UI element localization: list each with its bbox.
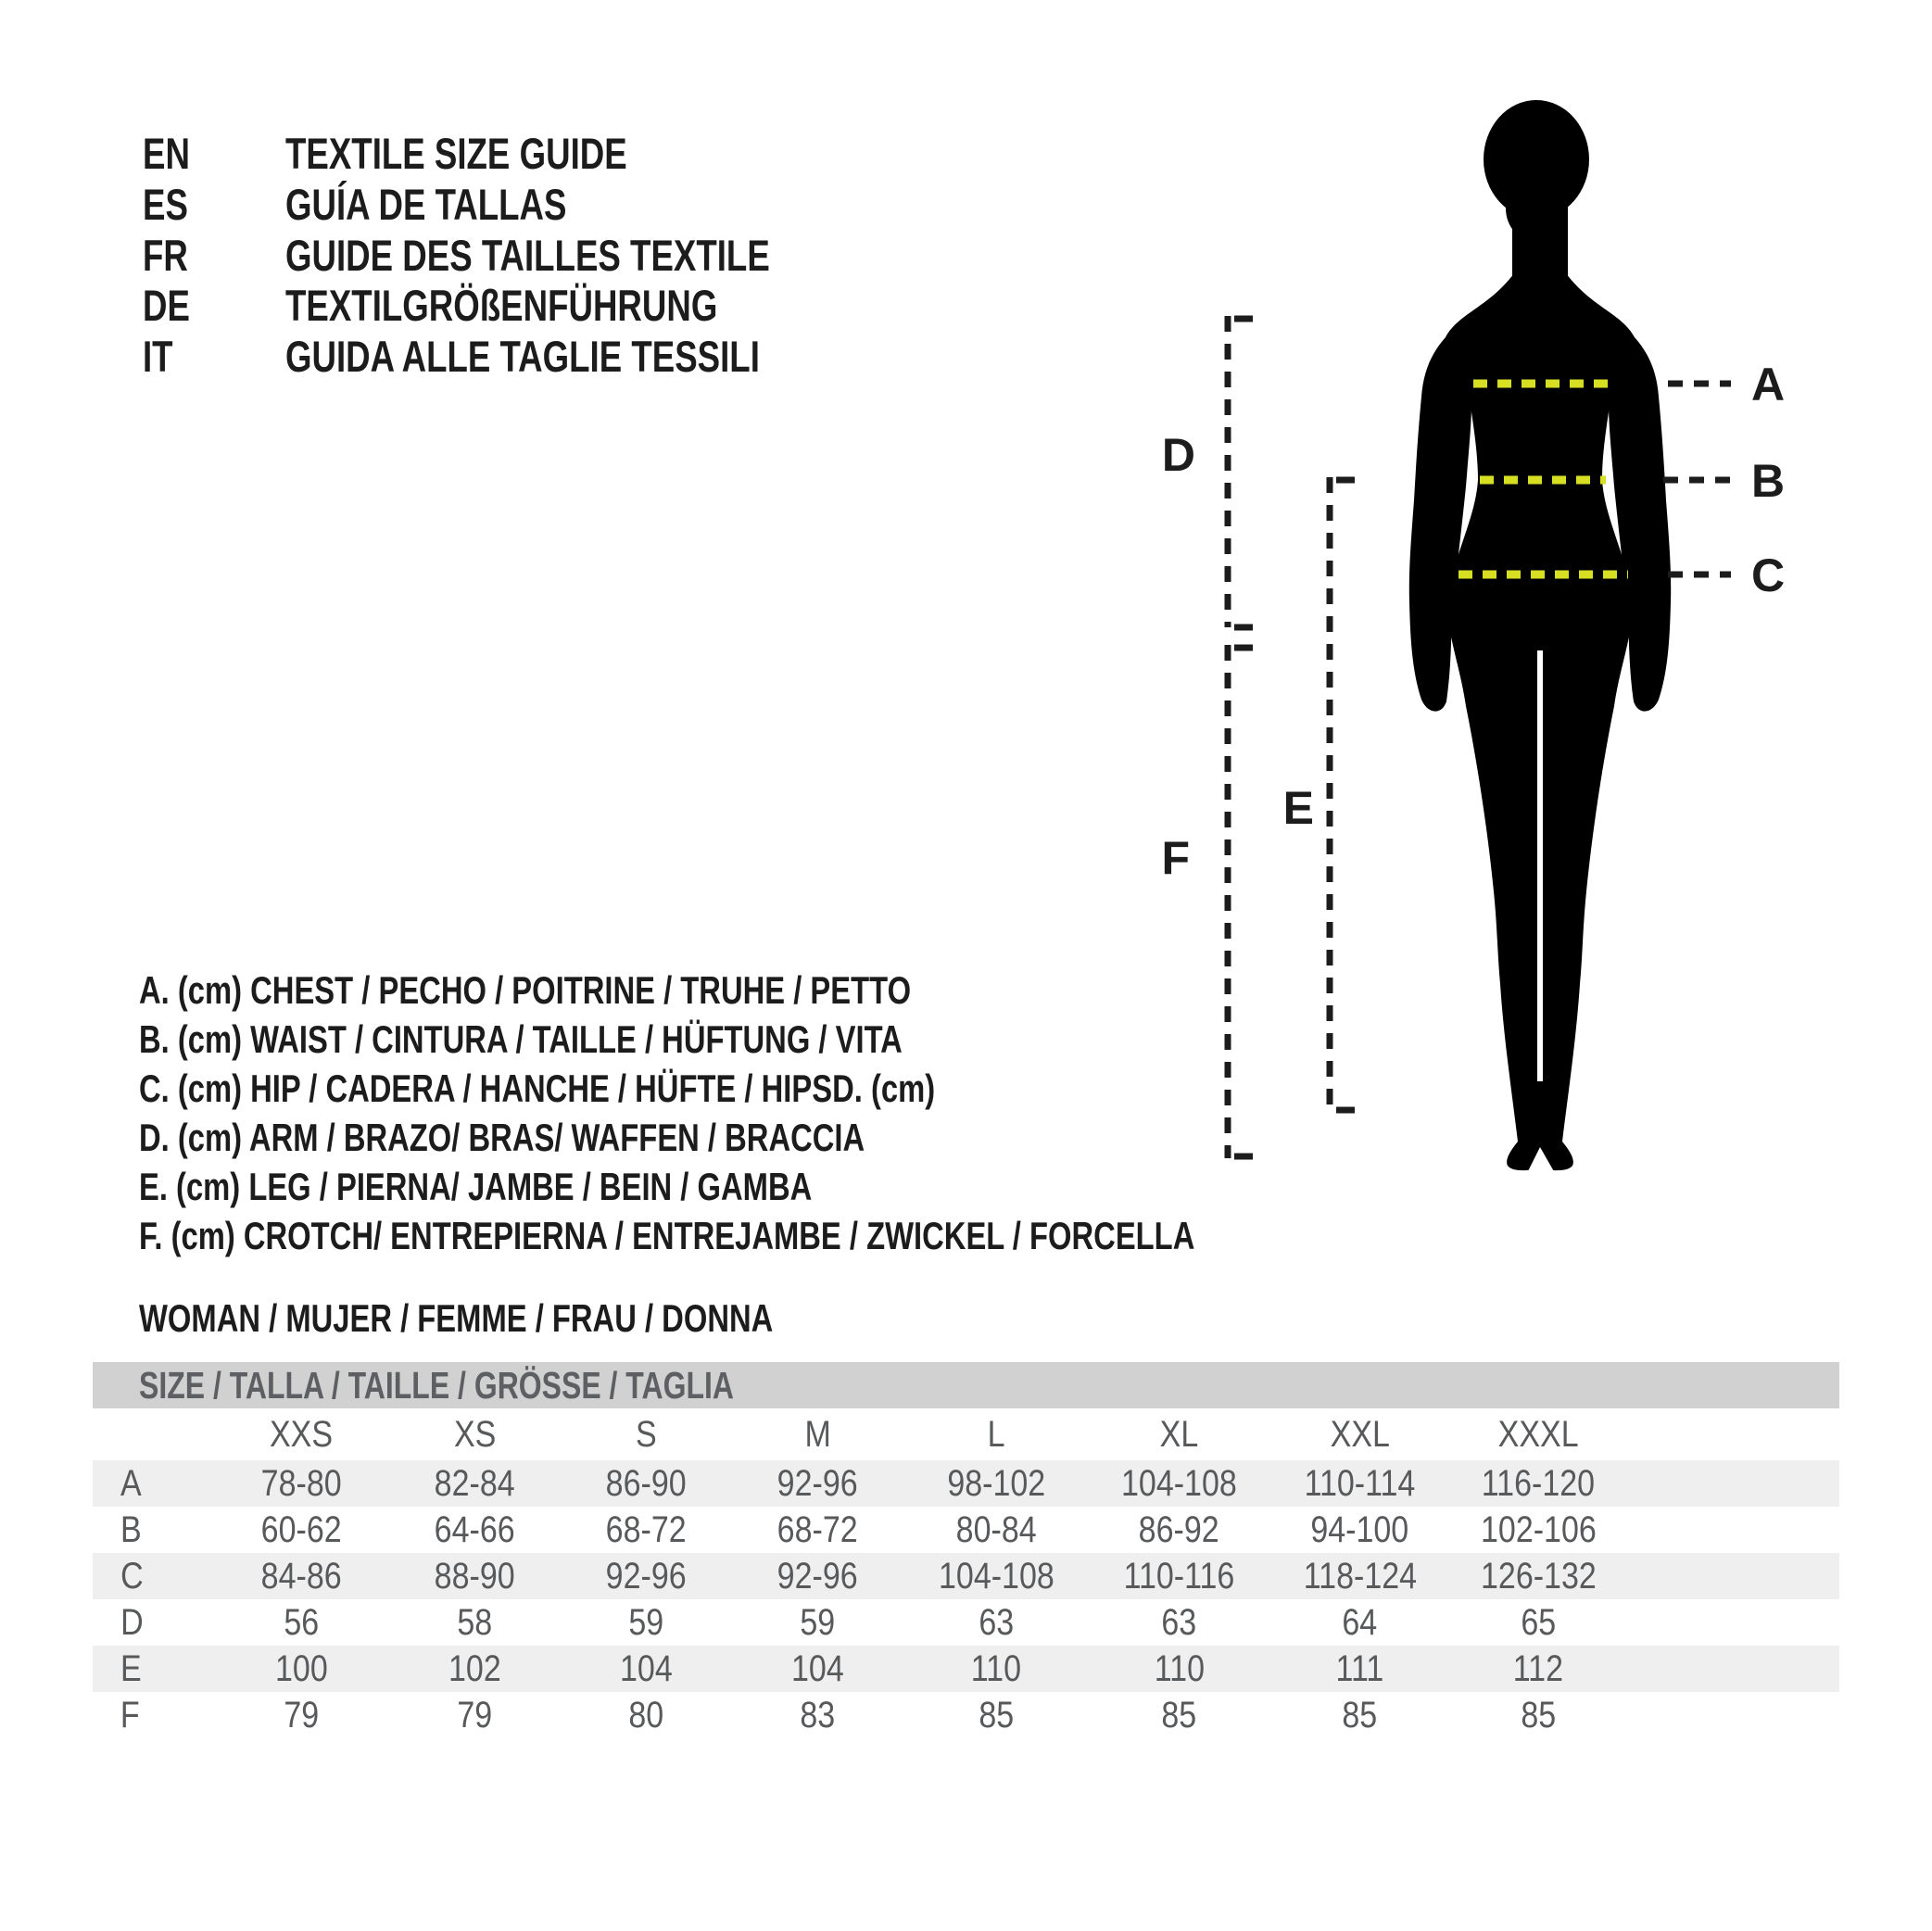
table-cell: 111 [1335,1647,1384,1689]
table-cell: 98-102 [947,1462,1045,1504]
lang-code-fr: FR [143,231,188,280]
table-cell: 104-108 [1121,1462,1237,1504]
table-cell: 80 [628,1694,664,1735]
table-cell-filler [1626,1692,1839,1738]
row-label: D [120,1601,144,1643]
title-es: GUÍA DE TALLAS [285,180,567,229]
table-cell: 118-124 [1303,1555,1417,1597]
table-row-C [93,1553,1839,1599]
silhouette-head [1484,100,1589,219]
body-measure-lines [1458,384,1628,574]
table-cell: 92-96 [777,1462,858,1504]
size-col-s: S [636,1413,657,1455]
table-cell: 85 [1161,1694,1197,1735]
lang-code-en: EN [143,129,190,178]
lang-code-de: DE [143,281,190,330]
legend-arm: D. (cm) ARM / BRAZO/ BRAS/ WAFFEN / BRACCIA [139,1116,865,1159]
table-cell: 112 [1512,1647,1564,1689]
gender-line: WOMAN / MUJER / FEMME / FRAU / DONNA [139,1296,774,1340]
silhouette-neck [1512,204,1568,287]
table-cell-filler [1626,1599,1839,1646]
silhouette-right-arm [1609,337,1671,712]
table-cell: 110 [970,1647,1022,1689]
title-fr: GUIDE DES TAILLES TEXTILE [285,231,770,280]
table-cell: 68-72 [606,1508,687,1550]
legend-crotch: F. (cm) CROTCH/ ENTREPIERNA / ENTREJAMBE / ZWICKEL / FORCELLA [139,1214,1195,1257]
lang-code-es: ES [143,180,188,229]
table-cell: 102 [448,1647,501,1689]
table-cell: 102-106 [1480,1508,1597,1550]
table-cell: 110 [1154,1647,1205,1689]
title-row-it [143,331,893,383]
title-it: GUIDA ALLE TAGLIE TESSILI [285,332,760,381]
title-row-de [143,280,840,332]
table-cell-filler [1626,1460,1839,1507]
silhouette-feet-notch [1527,1147,1555,1173]
table-cell: 126-132 [1480,1555,1597,1597]
table-cell-filler [1626,1507,1839,1553]
size-col-xxl: XXL [1330,1413,1390,1455]
size-col-xxs: XXS [269,1413,334,1455]
table-cell: 68-72 [777,1508,858,1550]
lang-code-it: IT [143,332,173,381]
title-row-es [143,179,646,231]
table-cell: 110-116 [1123,1555,1235,1597]
table-row-F [93,1692,1839,1738]
label-leader-lines [1663,384,1731,574]
legend-leg: E. (cm) LEG / PIERNA/ JAMBE / BEIN / GAMBA [139,1165,813,1208]
row-label: B [120,1508,142,1550]
table-cell: 78-80 [260,1462,342,1504]
table-cell: 92-96 [606,1555,687,1597]
table-row-A [93,1460,1839,1507]
label-arm-D: D [1161,429,1195,481]
table-cell: 104 [791,1647,844,1689]
table-cell: 64-66 [435,1508,515,1550]
table-cell: 104 [620,1647,673,1689]
table-cell: 83 [800,1694,836,1735]
table-cell: 64 [1342,1601,1378,1643]
table-row-D [93,1599,1839,1646]
label-waist-B: B [1751,455,1786,507]
silhouette-left-arm [1409,337,1471,712]
legend-chest: A. (cm) CHEST / PECHO / POITRINE / TRUHE / PETTO [139,968,912,1012]
size-table-header-bar [93,1362,1839,1408]
size-table [93,1362,1839,1738]
table-cell: 85 [1521,1694,1556,1735]
label-chest-A: A [1751,359,1786,410]
vertical-measure-lines [1228,316,1355,1158]
table-row-B [93,1507,1839,1553]
size-col-filler [1626,1408,1839,1460]
table-cell: 104-108 [938,1555,1054,1597]
table-cell: 80-84 [955,1508,1037,1550]
table-cell: 92-96 [777,1555,858,1597]
table-cell: 63 [1161,1601,1197,1643]
size-table-grid [93,1408,1839,1738]
table-cell: 100 [274,1647,328,1689]
title-row-en [143,128,724,180]
title-row-fr [143,230,906,282]
label-crotch-F: F [1161,832,1190,884]
legend-waist: B. (cm) WAIST / CINTURA / TAILLE / HÜFTUNG / VITA [139,1017,903,1061]
silhouette-torso-legs [1446,273,1635,1170]
size-header-row [93,1408,1839,1460]
table-cell: 56 [284,1601,319,1643]
woman-silhouette [1409,100,1671,1173]
table-cell: 88-90 [435,1555,515,1597]
table-row-E [93,1646,1839,1692]
size-col-xxxl: XXXL [1497,1413,1579,1455]
size-col-xl: XL [1159,1413,1199,1455]
size-col-xs: XS [453,1413,497,1455]
table-cell: 59 [628,1601,664,1643]
size-col-l: L [987,1413,1005,1455]
table-cell: 85 [1342,1694,1378,1735]
table-cell: 60-62 [260,1508,342,1550]
size-header-empty-cell [93,1408,213,1460]
table-cell: 79 [457,1694,493,1735]
silhouette-chin [1506,175,1567,242]
size-table-header-text: SIZE / TALLA / TAILLE / GRÖSSE / TAGLIA [139,1364,734,1407]
row-label: E [120,1647,142,1689]
table-cell: 94-100 [1310,1508,1409,1550]
legend-hip: C. (cm) HIP / CADERA / HANCHE / HÜFTE / HIPSD. (cm) [139,1066,936,1110]
row-label: A [120,1462,142,1504]
size-col-m: M [804,1413,831,1455]
table-cell: 63 [979,1601,1014,1643]
table-cell: 110-114 [1304,1462,1416,1504]
table-cell: 86-92 [1139,1508,1219,1550]
table-cell: 84-86 [260,1555,342,1597]
table-cell: 86-90 [606,1462,687,1504]
table-cell-filler [1626,1553,1839,1599]
table-cell: 58 [457,1601,493,1643]
table-cell: 85 [979,1694,1014,1735]
title-de: TEXTILGRÖßENFÜHRUNG [285,281,718,330]
table-cell: 59 [800,1601,836,1643]
title-en: TEXTILE SIZE GUIDE [285,129,627,178]
label-hip-C: C [1751,549,1786,601]
row-label: C [120,1555,144,1597]
table-cell-filler [1626,1646,1839,1692]
table-cell: 79 [284,1694,319,1735]
row-label: F [120,1694,140,1735]
table-cell: 65 [1521,1601,1556,1643]
label-leg-E: E [1282,782,1314,834]
table-cell: 116-120 [1481,1462,1596,1504]
table-cell: 82-84 [435,1462,515,1504]
